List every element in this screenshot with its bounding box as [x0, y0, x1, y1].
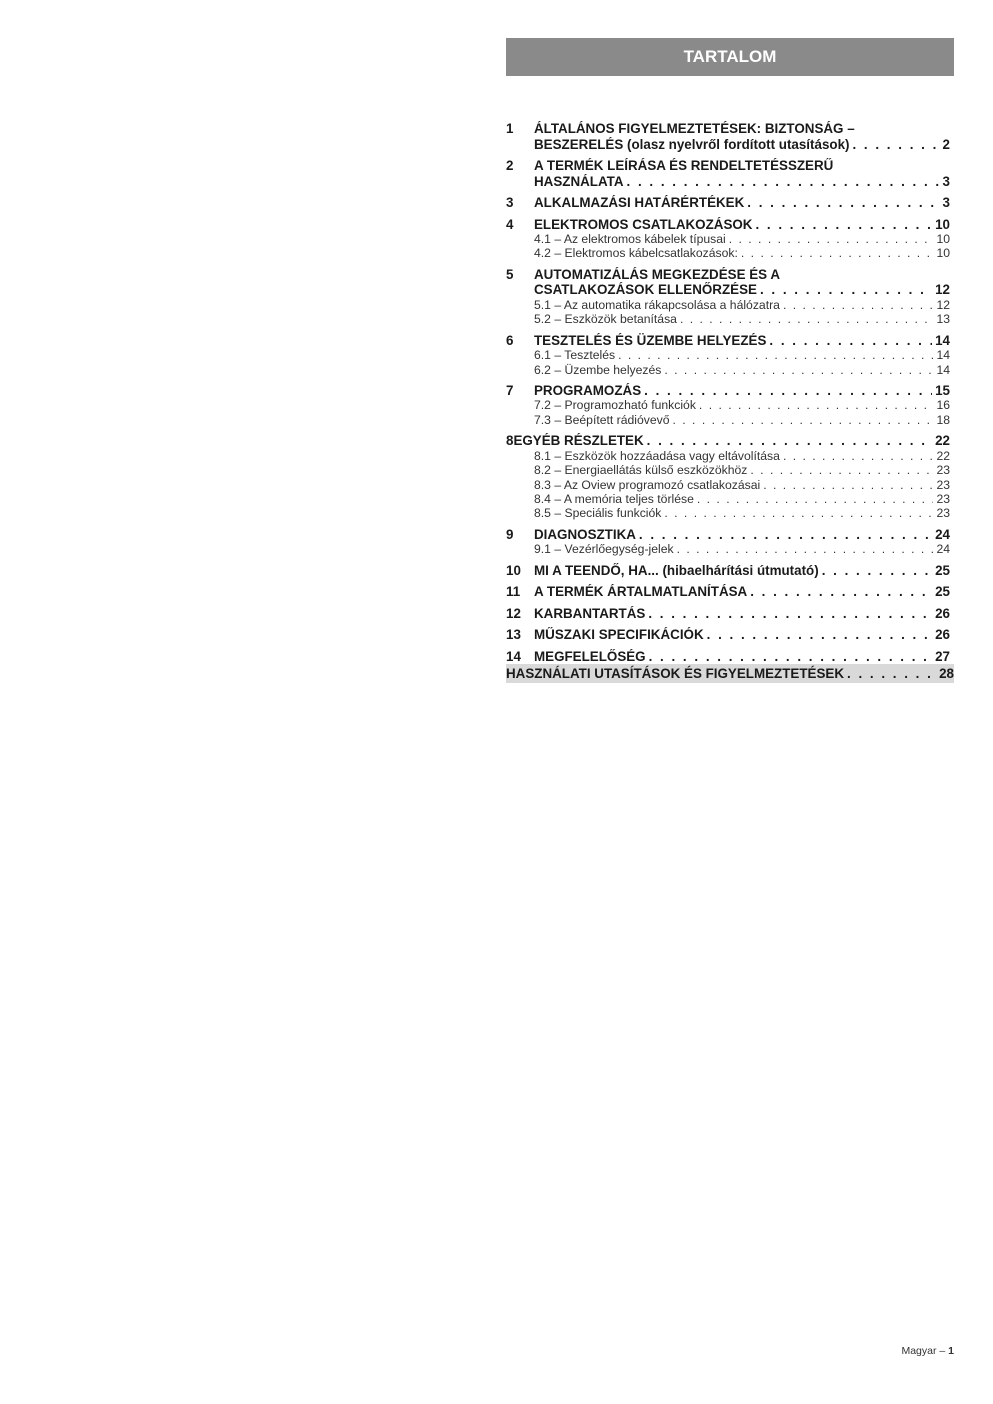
toc-entry-label: TESZTELÉS ÉS ÜZEMBE HELYEZÉS	[534, 332, 767, 348]
toc-subentry[interactable]	[534, 542, 950, 556]
leader-dots	[639, 527, 932, 543]
leader-dots	[664, 506, 933, 520]
toc-entry-number: 10	[506, 562, 521, 578]
toc-entry-number: 13	[506, 627, 521, 643]
toc-entry-line	[534, 137, 950, 153]
toc-entry-line	[534, 174, 950, 190]
toc-entry-line	[534, 606, 950, 622]
toc-entry-body	[534, 649, 950, 665]
toc-subentry[interactable]	[534, 232, 950, 246]
leader-dots	[649, 649, 932, 665]
toc-section-2	[506, 158, 950, 189]
toc-subentry-label: 8.4 – A memória teljes törlése	[534, 491, 694, 506]
toc-entry-number: 2	[506, 158, 514, 173]
toc-section-7	[506, 383, 950, 427]
toc-subentry-label: 7.2 – Programozható funkciók	[534, 398, 696, 413]
toc-subentry-page: 18	[936, 412, 950, 427]
toc-entry[interactable]	[506, 627, 950, 643]
toc-entry-label: ALKALMAZÁSI HATÁRÉRTÉKEK	[534, 195, 745, 210]
toc-entry-body	[513, 433, 950, 449]
leader-dots	[852, 137, 939, 153]
leader-dots	[747, 195, 939, 211]
toc-entry-line	[534, 527, 950, 543]
toc-subentry[interactable]	[534, 348, 950, 362]
toc-entry-body	[534, 158, 950, 189]
toc-entry[interactable]	[506, 195, 950, 211]
toc-subentry-page: 10	[936, 232, 950, 246]
toc-entry-label: CSATLAKOZÁSOK ELLENŐRZÉSE	[534, 282, 757, 298]
toc-section-14	[506, 649, 950, 665]
toc-entry-number: 7	[506, 382, 514, 398]
toc-entry[interactable]	[506, 267, 950, 298]
toc-subentry-label: 8.1 – Eszközök hozzáadása vagy eltávolítása	[534, 448, 780, 463]
toc-entry-label: HASZNÁLATA	[534, 173, 624, 189]
toc-section-3	[506, 195, 950, 211]
toc-entry[interactable]	[506, 649, 950, 665]
toc-entry-number: 3	[506, 195, 514, 210]
toc-subentry-label: 6.1 – Tesztelés	[534, 348, 616, 363]
toc-subentry-page: 22	[936, 448, 950, 463]
toc-section-1	[506, 121, 950, 152]
toc-section-5	[506, 267, 950, 327]
toc-entry-line	[534, 121, 950, 137]
leader-dots	[750, 584, 932, 600]
toc-entry-number: 11	[506, 584, 521, 600]
toc-subentry-page: 12	[936, 297, 950, 312]
toc-entry-label: A TERMÉK ÁRTALMATLANÍTÁSA	[534, 584, 748, 600]
toc-subentry-page: 14	[936, 362, 950, 377]
toc-entry-number: 4	[506, 216, 514, 232]
leader-dots	[618, 348, 933, 362]
toc-subentry[interactable]	[534, 463, 950, 477]
leader-dots	[647, 433, 932, 449]
leader-dots	[750, 463, 933, 477]
toc-entry-number: 6	[506, 332, 514, 348]
toc-section-9	[506, 527, 950, 557]
toc-entry-number: 12	[506, 605, 521, 621]
toc-subentry-label: 4.1 – Az elektromos kábelek típusai	[534, 232, 726, 246]
leader-dots	[783, 449, 934, 463]
toc-entry-line	[534, 383, 950, 399]
toc-subentry[interactable]	[534, 413, 950, 427]
toc-subentry-page: 23	[936, 463, 950, 478]
leader-dots	[763, 478, 933, 492]
toc-entry-label: A TERMÉK LEÍRÁSA ÉS RENDELTETÉSSZERŰ	[534, 158, 834, 173]
leader-dots	[627, 174, 940, 190]
toc-section-11	[506, 584, 950, 600]
leader-dots	[644, 383, 932, 399]
toc-entry[interactable]	[506, 527, 950, 543]
toc-entry-page: 10	[935, 216, 950, 232]
toc-entry-line	[534, 333, 950, 349]
toc-entry[interactable]	[506, 383, 950, 399]
toc-entry-page: 25	[935, 584, 950, 600]
toc-entry-label: MŰSZAKI SPECIFIKÁCIÓK	[534, 627, 704, 643]
toc-entry-page: 28	[939, 666, 954, 681]
toc-subentry[interactable]	[534, 449, 950, 463]
toc-subentry-page: 23	[936, 491, 950, 506]
leader-dots	[680, 312, 933, 326]
toc-entry[interactable]	[506, 121, 950, 152]
toc-entry-body	[534, 606, 950, 622]
toc-entry-body	[534, 217, 950, 233]
toc-entry-page: 27	[935, 648, 950, 664]
leader-dots	[769, 333, 932, 349]
toc-entry-page: 2	[942, 136, 950, 152]
toc-entry[interactable]	[506, 606, 950, 622]
toc-entry-page: 24	[935, 526, 950, 542]
toc-title: TARTALOM	[683, 47, 777, 66]
toc-subentry-page: 16	[936, 398, 950, 413]
toc-entry-line	[534, 282, 950, 298]
toc-subentry[interactable]	[534, 506, 950, 520]
toc-entry-body	[534, 563, 950, 579]
toc-entry-body	[534, 627, 950, 643]
toc-entry-number: 1	[506, 121, 514, 136]
toc-subentry-label: 5.1 – Az automatika rákapcsolása a hálózatra	[534, 297, 780, 312]
toc-subentry-label: 9.1 – Vezérlőegység-jelek	[534, 542, 674, 557]
toc-entry-page: 26	[935, 627, 950, 643]
toc-entry-body	[534, 121, 950, 152]
toc-entry-number: 14	[506, 648, 521, 664]
leader-dots	[673, 413, 934, 427]
toc-subentry[interactable]	[534, 312, 950, 326]
leader-dots	[729, 232, 934, 246]
toc-subentry[interactable]	[534, 478, 950, 492]
page-footer	[901, 1345, 954, 1357]
toc-entry-body	[534, 195, 950, 211]
toc-subentry-page: 24	[936, 542, 950, 557]
toc-entry-label: MEGFELELŐSÉG	[534, 648, 646, 664]
leader-dots	[755, 217, 932, 233]
toc-entry-label: PROGRAMOZÁS	[534, 382, 642, 398]
toc-entry[interactable]	[506, 563, 950, 579]
toc-entry[interactable]	[506, 433, 950, 449]
leader-dots	[783, 298, 934, 312]
leader-dots	[697, 492, 934, 506]
leader-dots	[677, 542, 934, 556]
toc-entry-body	[534, 333, 950, 349]
toc-section-10	[506, 563, 950, 579]
toc-entry-label: BESZERELÉS (olasz nyelvről fordított utasítások)	[534, 136, 850, 152]
toc-entry-page: 26	[935, 605, 950, 621]
toc-subentry[interactable]	[534, 398, 950, 412]
toc-subentry-label: 5.2 – Eszközök betanítása	[534, 312, 677, 327]
toc-subentry-label: 6.2 – Üzembe helyezés	[534, 362, 662, 377]
toc-entry-line	[534, 649, 950, 665]
leader-dots	[847, 666, 936, 681]
toc-entry-page: 15	[935, 382, 950, 398]
toc-entry-line	[534, 158, 950, 174]
toc-entry-line	[534, 563, 950, 579]
toc-subentry[interactable]	[534, 363, 950, 377]
toc-subentry-page: 13	[936, 312, 950, 327]
toc-section-4	[506, 217, 950, 261]
toc-entry-body	[534, 527, 950, 543]
toc-subentry-page: 14	[936, 348, 950, 363]
toc-entry-page: 3	[942, 173, 950, 189]
toc-entry[interactable]	[506, 584, 950, 600]
toc-entry-label: AUTOMATIZÁLÁS MEGKEZDÉSE ÉS A	[534, 266, 780, 282]
toc-subentry-label: 7.3 – Beépített rádióvevő	[534, 412, 670, 427]
toc-section-13	[506, 627, 950, 643]
footer-language: Magyar –	[901, 1345, 946, 1357]
leader-dots	[707, 627, 932, 643]
toc-entry-label: HASZNÁLATI UTASÍTÁSOK ÉS FIGYELMEZTETÉSEK	[506, 666, 844, 681]
toc-section-8	[506, 433, 950, 521]
toc-entry-line	[534, 584, 950, 600]
toc-subentry-label: 8.3 – Az Oview programozó csatlakozásai	[534, 477, 761, 492]
toc-section-12	[506, 606, 950, 622]
toc-subentry-page: 23	[936, 506, 950, 521]
toc-entry-label: KARBANTARTÁS	[534, 605, 646, 621]
toc-entry-page: 22	[935, 433, 950, 449]
toc-entry-body	[534, 584, 950, 600]
toc-header	[506, 38, 954, 76]
table-of-contents	[506, 121, 950, 670]
toc-subentry-page: 10	[936, 246, 950, 261]
leader-dots	[699, 398, 934, 412]
toc-entry-page: 12	[935, 282, 950, 298]
leader-dots	[741, 246, 934, 260]
toc-entry-label: EGYÉB RÉSZLETEK	[513, 433, 644, 449]
toc-entry-number: 9	[506, 526, 514, 542]
toc-entry-page: 14	[935, 332, 950, 348]
leader-dots	[760, 282, 932, 298]
toc-subentry[interactable]	[534, 492, 950, 506]
toc-entry-label: DIAGNOSZTIKA	[534, 526, 636, 542]
toc-subentry-label: 4.2 – Elektromos kábelcsatlakozások:	[534, 246, 738, 261]
toc-entry[interactable]	[506, 217, 950, 233]
toc-entry-line	[534, 267, 950, 283]
toc-subentry-page: 23	[936, 477, 950, 492]
leader-dots	[648, 606, 932, 622]
toc-subentry-label: 8.2 – Energiaellátás külső eszközökhöz	[534, 463, 748, 478]
toc-entry-page: 3	[942, 195, 950, 210]
toc-entry[interactable]	[506, 158, 950, 189]
leader-dots	[664, 363, 933, 377]
toc-subentry[interactable]	[534, 246, 950, 260]
toc-entry-page: 25	[935, 562, 950, 578]
toc-entry[interactable]	[506, 333, 950, 349]
toc-entry-instructions[interactable]	[506, 664, 954, 683]
toc-entry-label: MI A TEENDŐ, HA... (hibaelhárítási útmutató)	[534, 562, 819, 578]
toc-entry-body	[534, 267, 950, 298]
toc-entry-line	[534, 217, 950, 233]
footer-page-number: 1	[948, 1345, 954, 1357]
toc-entry-line	[513, 433, 950, 449]
toc-subentry-label: 8.5 – Speciális funkciók	[534, 506, 662, 521]
leader-dots	[822, 563, 932, 579]
toc-entry-line	[534, 627, 950, 643]
toc-entry-label: ELEKTROMOS CSATLAKOZÁSOK	[534, 216, 753, 232]
toc-entry-body	[534, 383, 950, 399]
toc-subentry[interactable]	[534, 298, 950, 312]
toc-entry-number: 8	[506, 433, 514, 449]
toc-section-6	[506, 333, 950, 377]
toc-entry-label: ÁLTALÁNOS FIGYELMEZTETÉSEK: BIZTONSÁG –	[534, 121, 855, 136]
toc-entry-line	[534, 195, 950, 211]
toc-entry-number: 5	[506, 266, 514, 282]
